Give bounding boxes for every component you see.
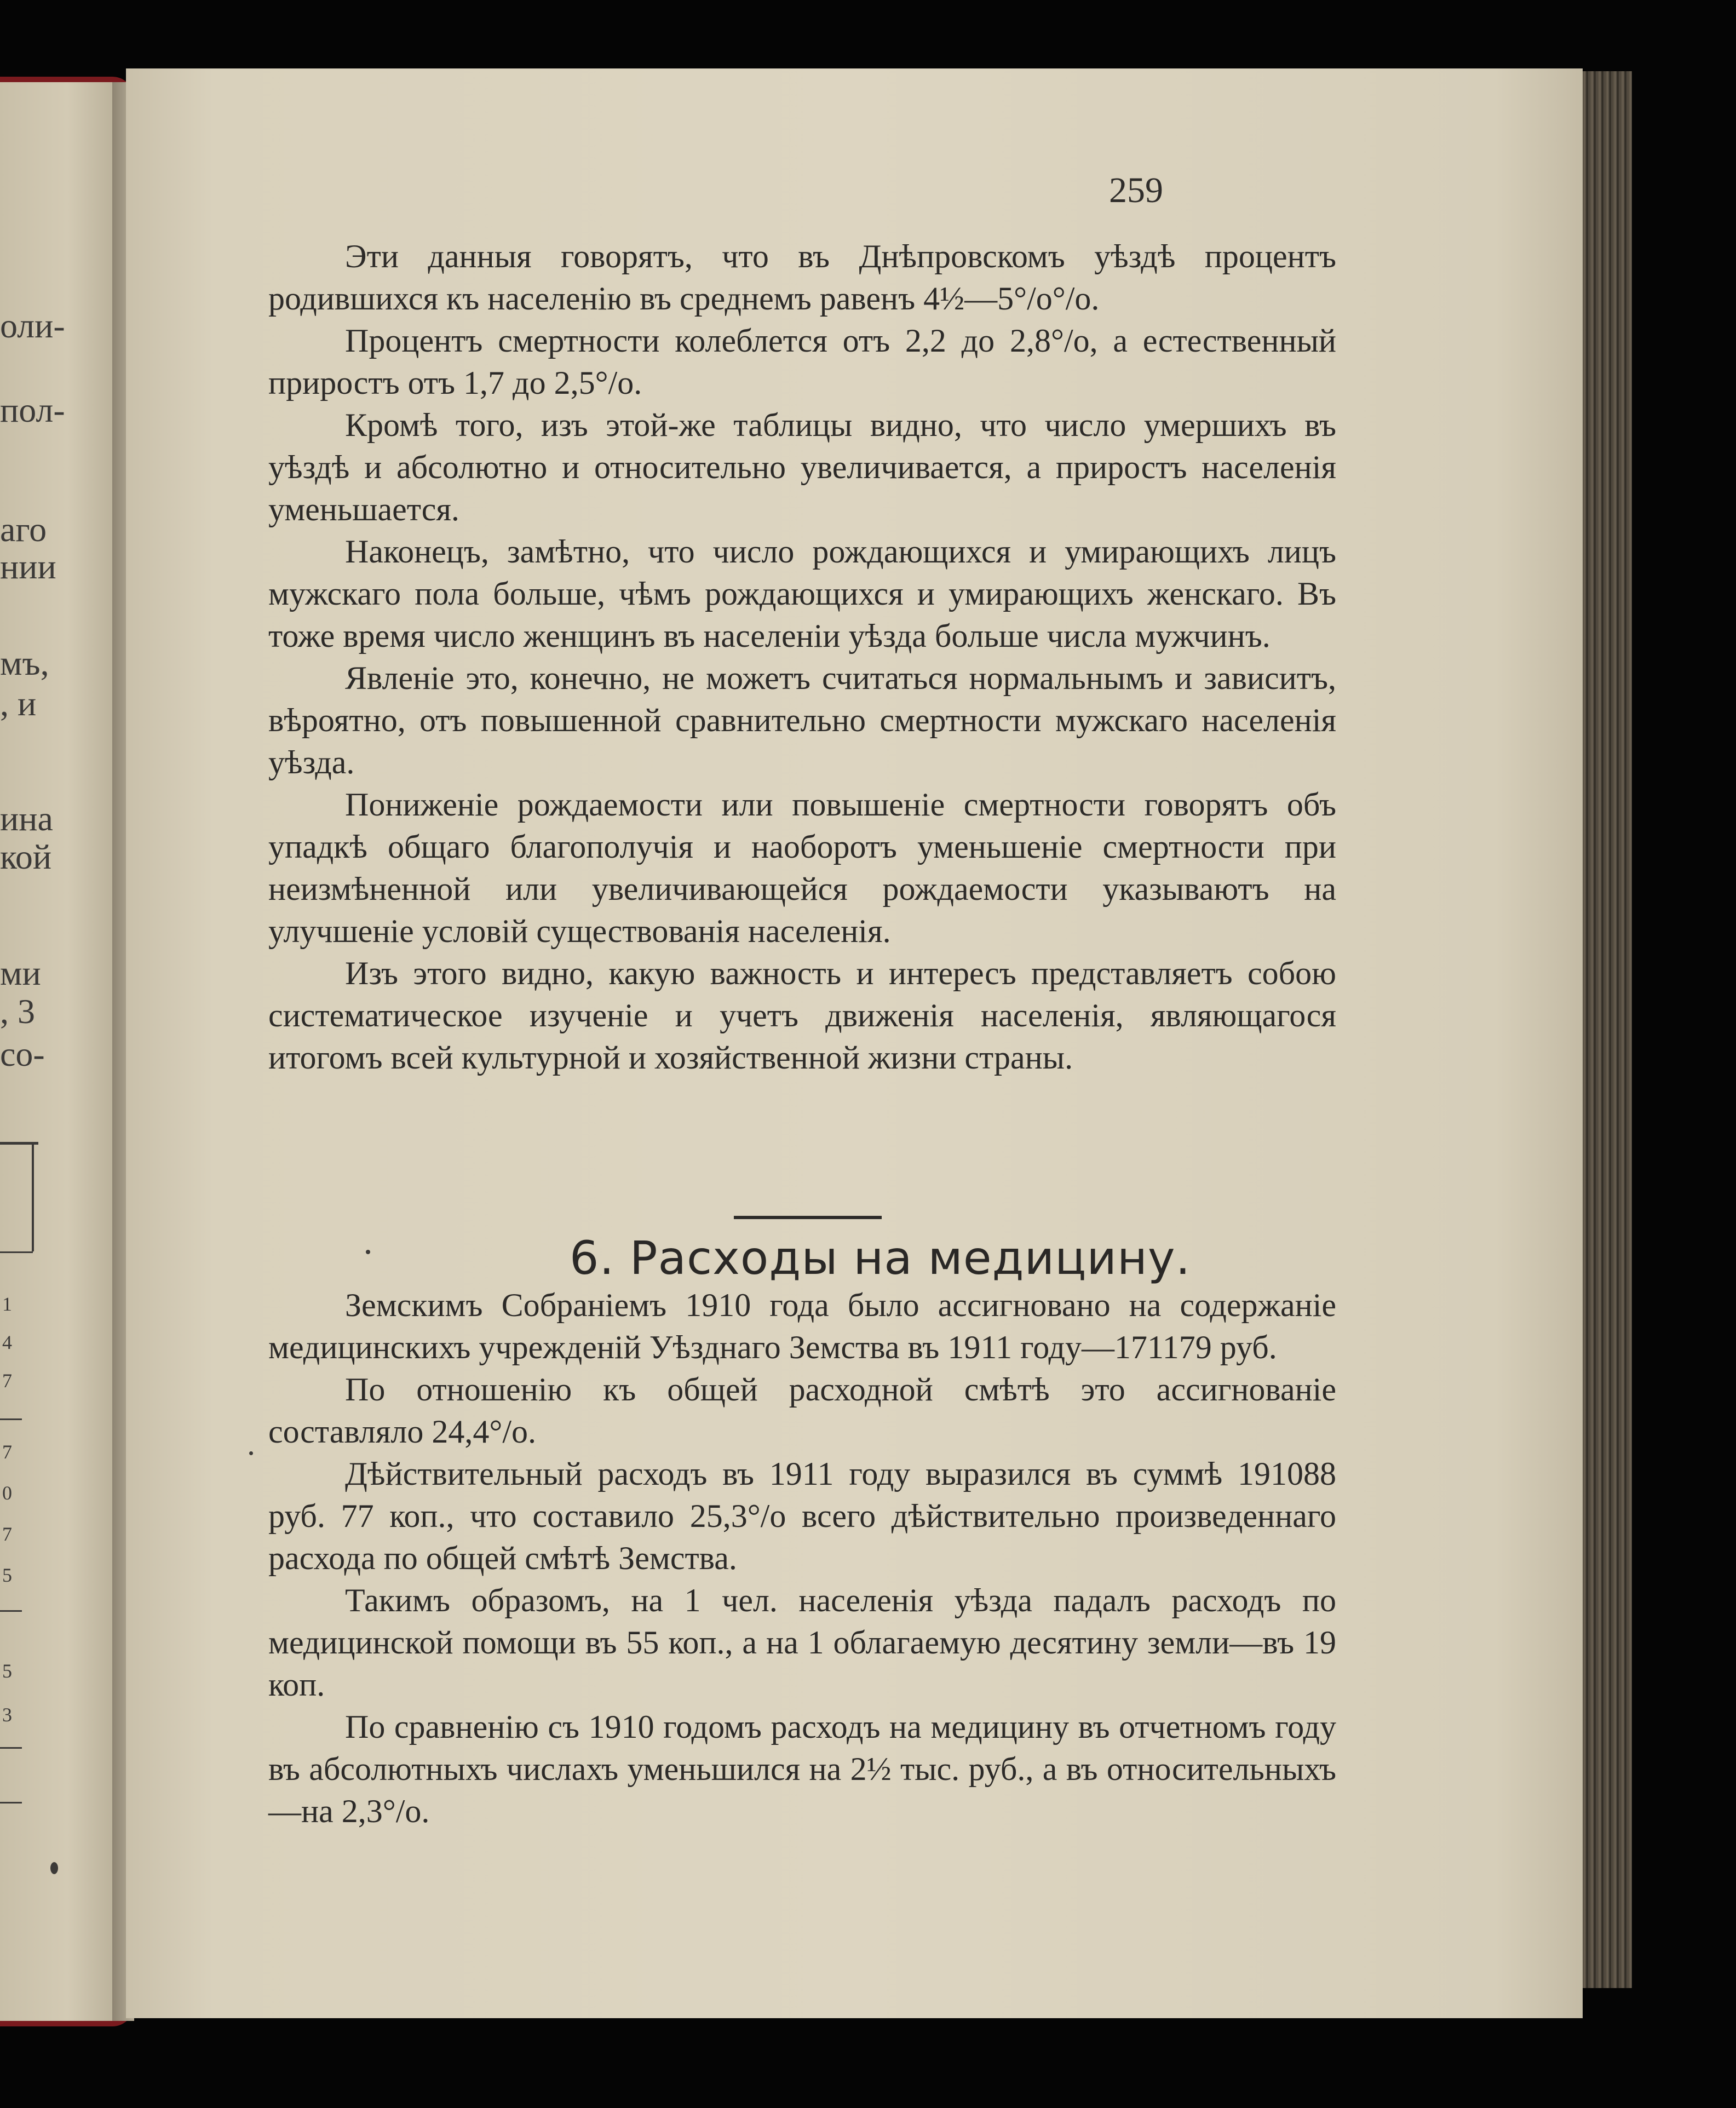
left-text-fragment: аго [0,510,47,549]
text-block-bottom [268,1284,1336,1833]
left-text-fragment: кой [0,837,52,876]
paragraph: Такимъ образомъ, на 1 чел. населенія уѣзда падалъ расходъ по медицинской помощи въ 55 коп., а на 1 облагаемую десятину земли—въ 19 коп. [268,1582,1336,1703]
paragraph: Наконецъ, замѣтно, что число рождающихся и умирающихъ лицъ мужскаго пола больше, чѣмъ рождающихся и умирающихъ женскаго. Въ тоже время число женщинъ въ населеніи уѣзда больше числа мужчинъ. [268,533,1336,654]
left-table-digit: 5 [2,1660,12,1682]
left-table-digit: 7 [2,1370,12,1392]
ink-speck [249,1451,253,1455]
left-table-rule [0,1610,22,1612]
paragraph: Эти данныя говорятъ, что въ Днѣпровскомъ уѣздѣ процентъ родившихся къ населенію въ среднемъ равенъ 4½—5°/о°/о. [268,238,1336,317]
left-text-fragment: , 3 [0,992,35,1031]
left-table-digit: 5 [2,1564,12,1586]
page-number: 259 [1109,170,1163,210]
ink-speck [366,1250,370,1254]
left-table-digit: 7 [2,1523,12,1545]
text-block-top [268,236,1336,1079]
left-text-fragment: со- [0,1035,45,1073]
left-table-digit: 1 [2,1293,12,1315]
left-table-rule [0,1747,22,1749]
previous-page-fragment [0,82,112,2021]
left-text-fragment: , и [0,684,37,723]
paragraph: Дѣйствительный расходъ въ 1911 году выразился въ суммѣ 191088 руб. 77 коп., что составило 25,3°/о всего дѣйствительно произведеннаго расхода по общей смѣтѣ Земства. [268,1456,1336,1576]
paragraph: Пониженіе рождаемости или повышеніе смертности говорятъ объ упадкѣ общаго благополучія и наоборотъ уменьшеніе смертности при неизмѣненной или увеличивающейся рождаемости указываютъ на улучшеніе условій существованія населенія. [268,786,1336,949]
left-text-fragment: нии [0,547,56,586]
left-text-fragment: оли- [0,306,65,345]
section-separator [734,1216,882,1219]
left-table-rule [0,1251,33,1253]
paragraph: Кромѣ того, изъ этой-же таблицы видно, что число умершихъ въ уѣздѣ и абсолютно и относительно увеличивается, а приростъ населенія уменьшается. [268,407,1336,527]
left-table-digit: 0 [2,1482,12,1504]
left-text-fragment: ина [0,799,53,838]
left-table-digit: 3 [2,1704,12,1726]
left-table-vrule [32,1142,34,1251]
left-table-rule [0,1802,22,1803]
paragraph: По отношенію къ общей расходной смѣтѣ это ассигнованіе составляло 24,4°/о. [268,1371,1336,1450]
paragraph: Процентъ смертности колеблется отъ 2,2 до 2,8°/о, а естественный приростъ отъ 1,7 до 2,5°/о. [268,323,1336,401]
left-text-fragment: ми [0,954,41,992]
paragraph: Изъ этого видно, какую важность и интересъ представляетъ собою систематическое изученіе и учетъ движенія населенія, являющагося итогомъ всей культурной и хозяйственной жизни страны. [268,955,1336,1076]
left-text-fragment: мъ, [0,644,49,682]
ink-speck [50,1862,58,1874]
paragraph: Земскимъ Собраніемъ 1910 года было ассигновано на содержаніе медицинскихъ учрежденій Уѣзднаго Земства въ 1911 году—171179 руб. [268,1287,1336,1365]
left-table-digit: 7 [2,1441,12,1463]
section-heading: 6. Расходы на медицину. [570,1231,1191,1285]
left-text-fragment: пол- [0,390,65,429]
paragraph: По сравненію съ 1910 годомъ расходъ на медицину въ отчетномъ году въ абсолютныхъ числахъ уменьшился на 2½ тыс. руб., а въ относительныхъ—на 2,3°/о. [268,1709,1336,1829]
paragraph: Явленіе это, конечно, не можетъ считаться нормальнымъ и зависитъ, вѣроятно, отъ повышенной сравнительно смертности мужскаго населенія уѣзда. [268,660,1336,780]
left-table-digit: 4 [2,1331,12,1353]
left-table-rule [0,1418,22,1420]
